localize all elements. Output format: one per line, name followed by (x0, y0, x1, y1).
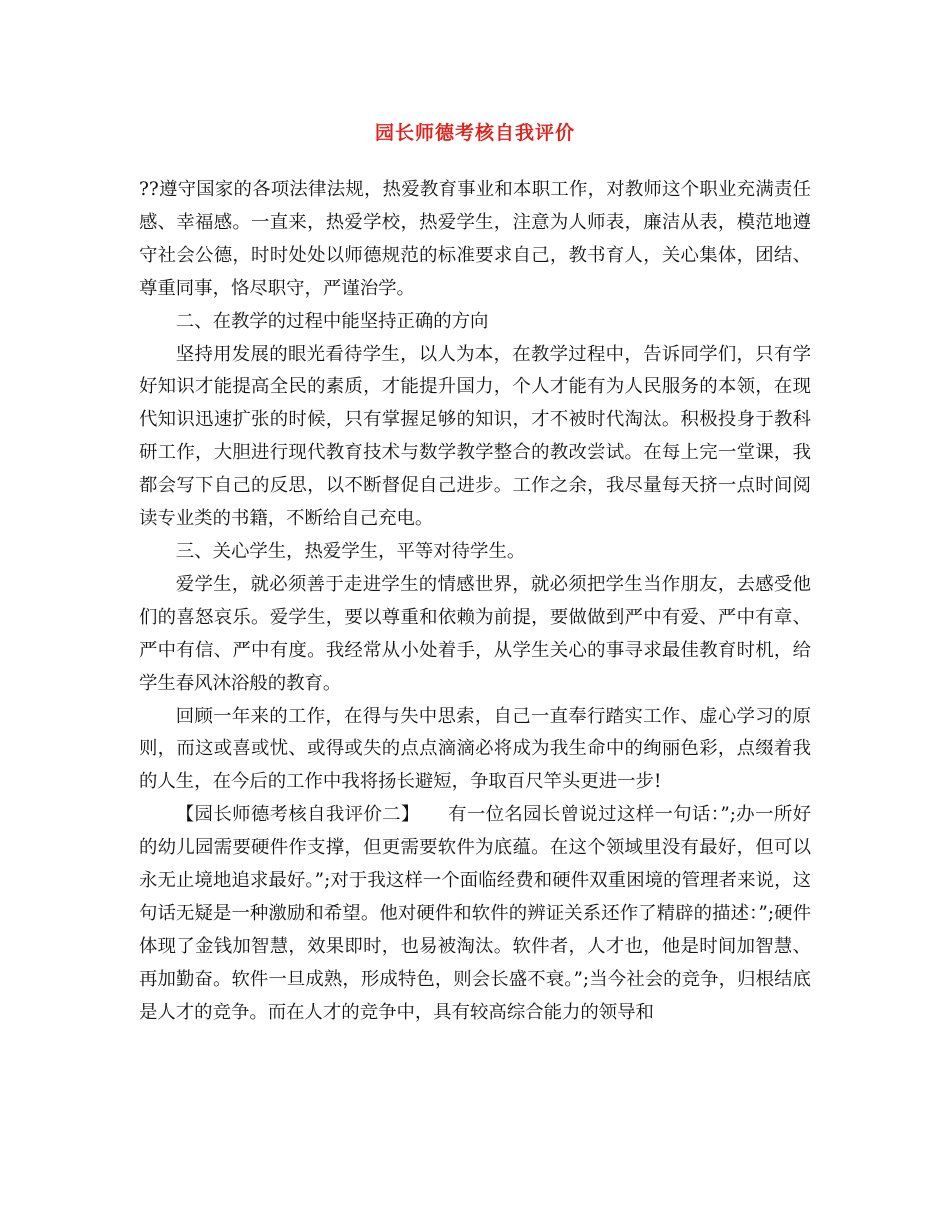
section-heading-two: 二、在教学的过程中能坚持正确的方向 (175, 310, 489, 332)
paragraph-review: 回顾一年来的工作，在得与失中思索，自己一直奉行踏实工作、虚心学习的原则，而这或喜或忧、或得或失的点点滴滴必将成为我生命中的绚丽色彩，点缀着我的人生，在今后的工作中我将扬长避短，争取百尺竿头更进一步! (139, 705, 811, 793)
section-heading-three: 三、关心学生，热爱学生，平等对待学生。 (175, 540, 526, 562)
paragraph-part-two: 【园长师德考核自我评价二】 有一位名园长曾说过这样一句话：”;办一所好的幼儿园需要硬件作支撑，但更需要软件为底蕴。在这个领域里没有最好，但可以永无止境地追求最好。”;对于我这样一个面临经费和硬件双重困境的管理者来说，这句话无疑是一种激励和希望。他对硬件和软件的辨证关系还作了精辟的描述：”;硬件体现了金钱加智慧，效果即时，也易被淘汰。软件者，人才也，他是时间加智慧、再加勤奋。软件一旦成熟，形成特色，则会长盛不衰。”;当今社会的竞争，归根结底是人才的竞争。而在人才的竞争中，具有较高综合能力的领导和 (139, 804, 811, 1023)
document-title: 园长师德考核自我评价 (374, 122, 575, 144)
paragraph-intro: ??遵守国家的各项法律法规，热爱教育事业和本职工作，对教师这个职业充满责任感、幸福感。一直来，热爱学校，热爱学生，注意为人师表，廉洁从表，模范地遵守社会公德，时时处处以师德规范的标准要求自己，教书育人，关心集体，团结、尊重同事，恪尽职守，严谨治学。 (139, 179, 811, 299)
document-page (139, 118, 811, 1030)
paragraph-love-students: 爱学生，就必须善于走进学生的情感世界，就必须把学生当作朋友，去感受他们的喜怒哀乐。爱学生，要以尊重和依赖为前提，要做做到严中有爱、严中有章、严中有信、严中有度。我经常从小处着手，从学生关心的事寻求最佳教育时机，给学生春风沐浴般的教育。 (139, 573, 811, 694)
paragraph-teaching: 坚持用发展的眼光看待学生，以人为本，在教学过程中，告诉同学们，只有学好知识才能提高全民的素质，才能提升国力，个人才能有为人民服务的本领，在现代知识迅速扩张的时候，只有掌握足够的知识，才不被时代淘汰。积极投身于教科研工作，大胆进行现代教育技术与数学教学整合的教改尝试。在每上完一堂课，我都会写下自己的反思，以不断督促自己进步。工作之余，我尽量每天挤一点时间阅读专业类的书籍，不断给自己充电。 (139, 343, 811, 530)
